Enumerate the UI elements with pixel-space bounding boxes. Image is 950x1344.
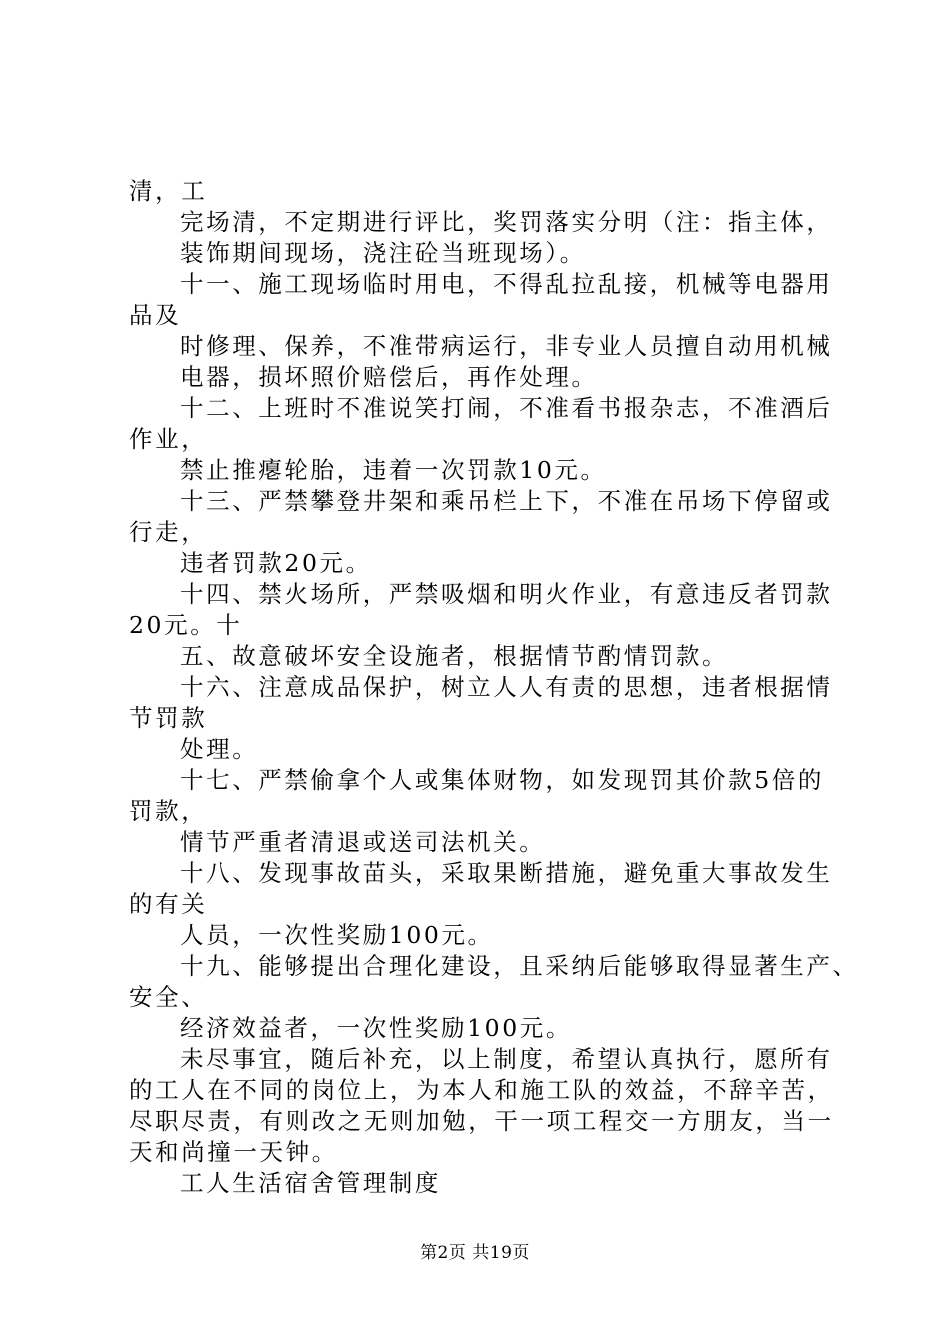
- text-line: 十七、严禁偷拿个人或集体财物，如发现罚其价款5倍的: [180, 766, 824, 794]
- text-line: 十二、上班时不准说笑打闹，不准看书报杂志，不准酒后: [180, 394, 833, 422]
- text-line: 违者罚款20元。: [180, 549, 372, 577]
- text-line: 天和尚撞一天钟。: [129, 1138, 338, 1166]
- text-line: 清，工: [129, 177, 208, 205]
- text-line: 禁止推瘪轮胎，违着一次罚款10元。: [180, 456, 607, 484]
- text-line: 十四、禁火场所，严禁吸烟和明火作业，有意违反者罚款: [180, 580, 833, 608]
- text-line: 行走，: [129, 518, 208, 546]
- text-line: 作业，: [129, 425, 208, 453]
- text-line: 未尽事宜，随后补充，以上制度，希望认真执行，愿所有: [180, 1045, 833, 1073]
- text-line: 节罚款: [129, 704, 208, 732]
- text-line: 处理。: [180, 735, 259, 763]
- text-line: 十八、发现事故苗头，采取果断措施，避免重大事故发生: [180, 859, 833, 887]
- text-line: 尽职尽责，有则改之无则加勉，干一项工程交一方朋友，当一: [129, 1107, 834, 1135]
- text-line: 时修理、保养，不准带病运行，非专业人员擅自动用机械: [180, 332, 833, 360]
- text-line: 电器，损坏照价赔偿后，再作处理。: [180, 363, 598, 391]
- text-line: 人员，一次性奖励100元。: [180, 921, 494, 949]
- text-line: 十六、注意成品保护，树立人人有责的思想，违者根据情: [180, 673, 833, 701]
- text-line: 经济效益者，一次性奖励100元。: [180, 1014, 572, 1042]
- text-line: 装饰期间现场，浇注砼当班现场）。: [180, 239, 586, 267]
- text-line: 的工人在不同的岗位上，为本人和施工队的效益，不辞辛苦，: [129, 1076, 834, 1104]
- text-line: 20元。十: [129, 611, 243, 639]
- text-line: 五、故意破坏安全设施者，根据情节酌情罚款。: [180, 642, 729, 670]
- text-line: 十一、施工现场临时用电，不得乱拉乱接，机械等电器用: [180, 270, 833, 298]
- text-line: 十三、严禁攀登井架和乘吊栏上下，不准在吊场下停留或: [180, 487, 833, 515]
- text-line: 十九、能够提出合理化建设，且采纳后能够取得显著生产、: [180, 952, 859, 980]
- text-line: 的有关: [129, 890, 208, 918]
- page-number-footer: 第2页 共19页: [420, 1243, 530, 1263]
- section-heading: 工人生活宿舍管理制度: [180, 1169, 441, 1197]
- text-line: 完场清，不定期进行评比，奖罚落实分明（注：指主体，: [180, 208, 833, 236]
- text-line: 罚款，: [129, 797, 208, 825]
- text-line: 情节严重者清退或送司法机关。: [180, 828, 546, 856]
- text-line: 安全、: [129, 983, 208, 1011]
- text-line: 品及: [129, 301, 182, 329]
